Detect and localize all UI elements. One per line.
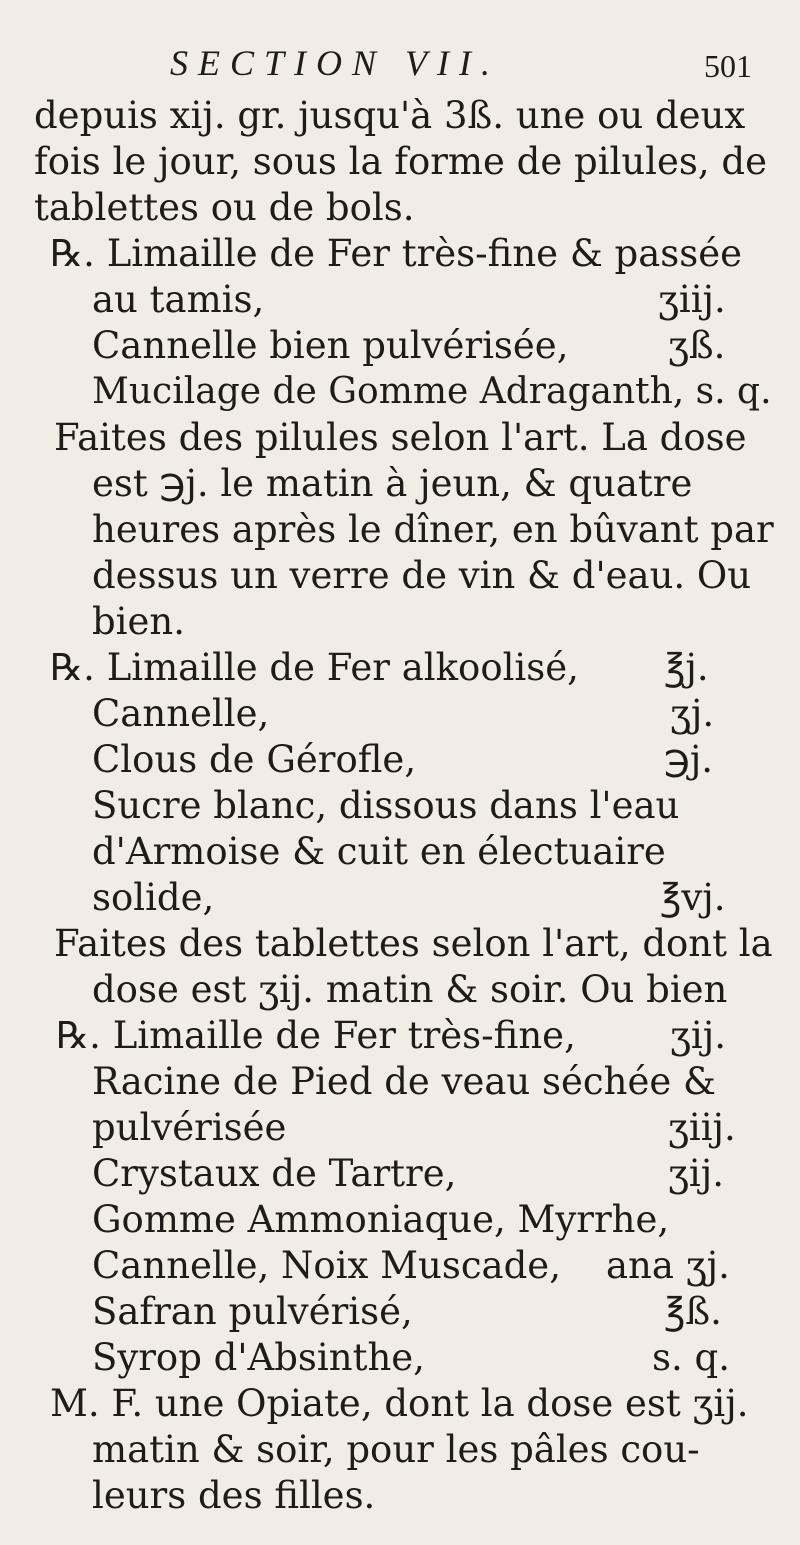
running-head: SECTION VII. <box>170 43 500 83</box>
text-line: Mucilage de Gomme Adraganth, s. q. <box>92 371 772 412</box>
text-line: solide, <box>92 876 215 919</box>
text-line: Safran pulvérisé, <box>92 1290 413 1333</box>
text-line: M. F. une Opiate, dont la dose est ʒij. <box>50 1382 749 1425</box>
dose-amount: ʒj. <box>670 692 715 735</box>
text-line: Faites des pilules selon l'art. La dose <box>54 416 747 459</box>
text-line: Cannelle, Noix Muscade, <box>92 1244 561 1287</box>
text-line: Cannelle, <box>92 692 270 735</box>
text-line: ℞. Limaille de Fer alkoolisé, <box>50 646 579 689</box>
page-number: 501 <box>704 48 752 84</box>
dose-amount: s. q. <box>652 1336 730 1379</box>
dose-amount: ʒij. <box>668 1152 724 1195</box>
dose-amount: ℥vj. <box>660 876 726 919</box>
text-line: matin & soir, pour les pâles cou- <box>92 1428 700 1471</box>
text-line: d'Armoise & cuit en électuaire <box>92 830 666 873</box>
dose-amount: ℈j. <box>664 738 714 781</box>
text-line: ℞. Limaille de Fer très-fine & passée <box>50 232 743 275</box>
text-line: Cannelle bien pulvérisée, <box>92 324 569 367</box>
text-line: bien. <box>92 600 186 643</box>
text-line: leurs des filles. <box>92 1474 376 1517</box>
dose-amount: ℥j. <box>664 646 709 689</box>
dose-amount: ana ʒj. <box>606 1244 730 1287</box>
text-line: Clous de Gérofle, <box>92 738 417 781</box>
dose-amount: ʒij. <box>670 1014 726 1057</box>
text-line: Sucre blanc, dissous dans l'eau <box>92 784 680 827</box>
text-line: tablettes ou de bols. <box>34 186 415 229</box>
text-line: dose est ʒij. matin & soir. Ou bien <box>92 968 728 1011</box>
page-header <box>0 38 800 88</box>
text-line: dessus un verre de vin & d'eau. Ou <box>92 554 752 597</box>
text-line: depuis xij. gr. jusqu'à 3ß. une ou deux <box>34 94 746 137</box>
text-line: fois le jour, sous la forme de pilules, de <box>34 140 768 183</box>
text-line: au tamis, <box>92 278 265 321</box>
dose-amount: ʒiij. <box>658 278 726 321</box>
text-line: Crystaux de Tartre, <box>92 1152 457 1195</box>
dose-amount: ℥ß. <box>664 1290 722 1333</box>
text-line: est ℈j. le matin à jeun, & quatre <box>92 462 693 505</box>
text-line: pulvérisée <box>92 1106 287 1149</box>
dose-amount: ʒß. <box>668 324 726 367</box>
text-line: Racine de Pied de veau séchée & <box>92 1060 716 1103</box>
text-line: heures après le dîner, en bûvant par <box>92 508 774 551</box>
text-line: ℞. Limaille de Fer très-fine, <box>56 1014 576 1057</box>
text-line: Syrop d'Absinthe, <box>92 1336 425 1379</box>
dose-amount: ʒiij. <box>668 1106 736 1149</box>
text-line: Gomme Ammoniaque, Myrrhe, <box>92 1198 670 1241</box>
text-line: Faites des tablettes selon l'art, dont la <box>54 922 773 965</box>
